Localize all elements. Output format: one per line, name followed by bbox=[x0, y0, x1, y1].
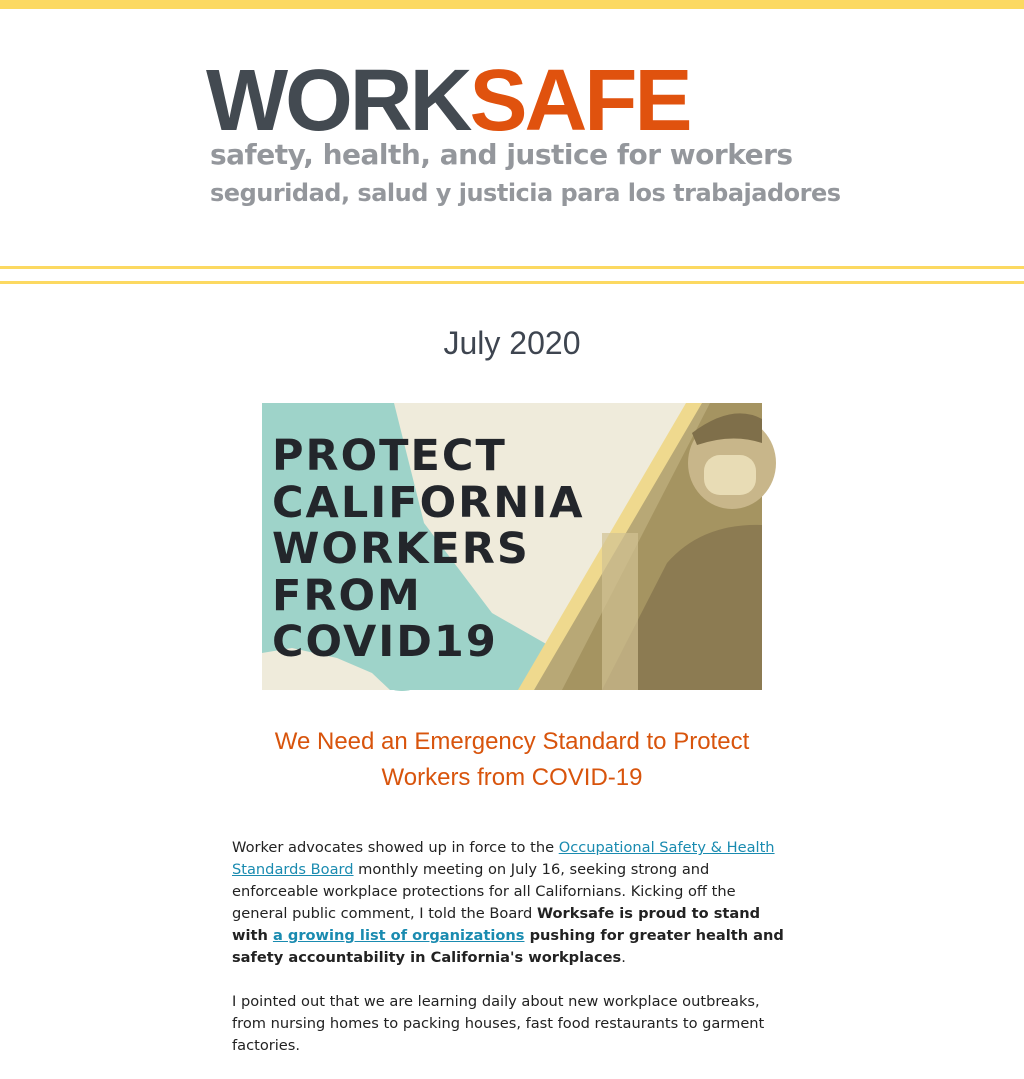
text-run: monthly meeting on July 16, seeking strong and enforceable workplace protections for all Californians. Kicking off the general public comment, I told the Board bbox=[232, 861, 736, 922]
text-run: pushing for greater health and safety accountability in California's workplaces bbox=[232, 927, 784, 966]
hero-line: COVID19 bbox=[272, 617, 498, 667]
hero-line: WORKERS bbox=[272, 524, 530, 574]
logo-word-work: WORK bbox=[206, 52, 470, 149]
hero-line: FROM bbox=[272, 570, 422, 621]
text-run: Worksafe is proud to stand with bbox=[232, 905, 761, 944]
issue-date: July 2020 bbox=[443, 325, 581, 361]
text-run: . bbox=[621, 949, 626, 966]
logo-word-safe: SAFE bbox=[469, 52, 690, 149]
article-paragraph-1 bbox=[232, 837, 792, 969]
logo-tagline-spanish: seguridad, salud y justicia para los trabajadores bbox=[210, 179, 841, 207]
worksafe-logo[interactable] bbox=[200, 52, 841, 212]
hero-line: CALIFORNIA bbox=[272, 477, 585, 528]
article-headline: We Need an Emergency Standard to Protect Workers from COVID-19 bbox=[274, 728, 750, 791]
hero-line: PROTECT bbox=[272, 431, 507, 481]
article-paragraph-2: I pointed out that we are learning daily about new workplace outbreaks, from nursing homes to packing houses, fast food restaurants to garment factories. bbox=[232, 993, 765, 1054]
header-divider-top bbox=[0, 266, 1024, 269]
text-run: Worker advocates showed up in force to the bbox=[232, 839, 559, 856]
hero-image-protect-california-workers bbox=[262, 403, 762, 690]
oshsb-link[interactable]: Occupational Safety & Health Standards Board bbox=[232, 839, 775, 878]
header-divider-bottom bbox=[0, 281, 1024, 284]
hero-headline bbox=[272, 433, 602, 666]
article-body bbox=[232, 837, 792, 1079]
logo-wordmark bbox=[206, 52, 808, 149]
logo-tagline-english: safety, health, and justice for workers bbox=[210, 138, 793, 171]
organizations-list-link[interactable]: a growing list of organizations bbox=[272, 927, 525, 944]
top-accent-bar bbox=[0, 0, 1024, 9]
